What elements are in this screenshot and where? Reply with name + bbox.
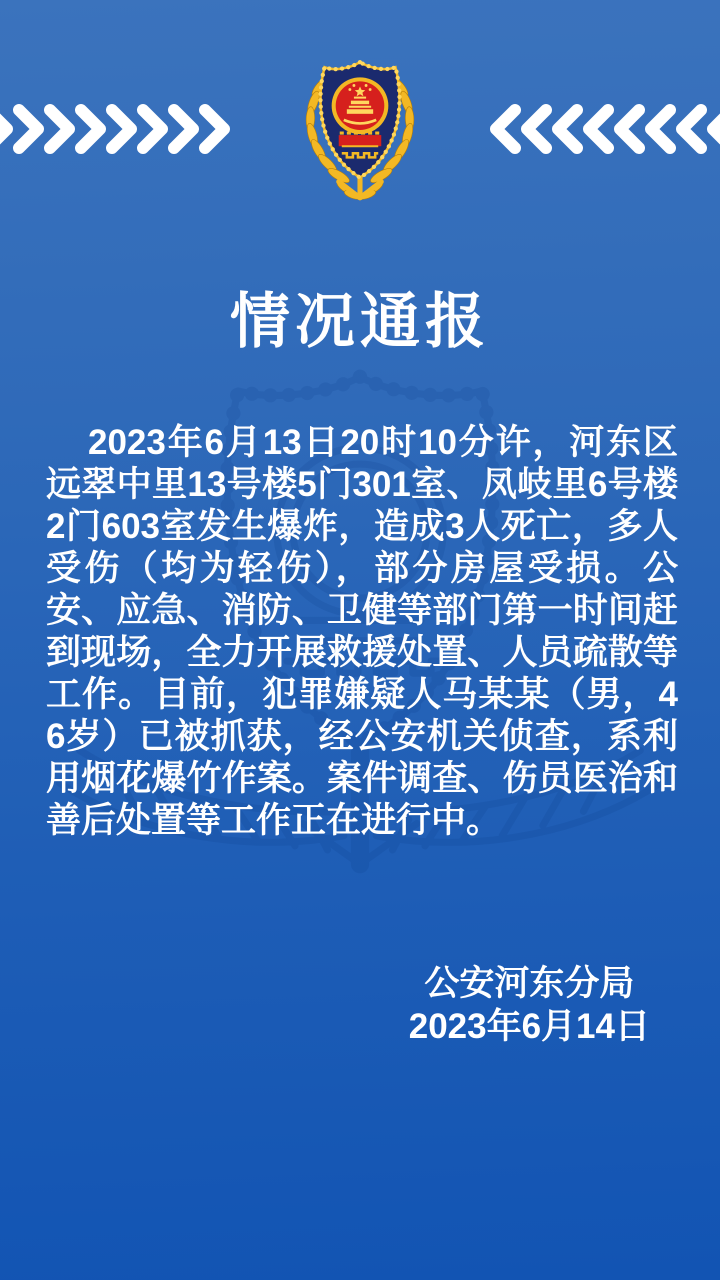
- chevrons-right-icon: [0, 102, 230, 156]
- police-badge-icon: [294, 48, 426, 210]
- issuer-name: 公安河东分局: [424, 964, 635, 1003]
- notice-title: 情况通报: [230, 289, 490, 355]
- issue-date: 2023年6月14日: [408, 1007, 650, 1046]
- notice-body-text: 2023年6月13日20时10分许，河东区远翠中里13号楼5门301室、凤岐里6号楼2门603室发生爆炸，造成3人死亡，多人受伤（均为轻伤），部分房屋受损。公安、应急、消防、卫健等部门第一时间赶到现场，全力开展救援处置、人员疏散等工作。目前，犯罪嫌疑人马某某（男，46岁）已被抓获，经公安机关侦查，系利用烟花爆竹作案。案件调查、伤员医治和善后处置等工作正在进行中。: [46, 423, 678, 840]
- chevrons-left-icon: [490, 102, 720, 156]
- signature-block: [409, 962, 650, 1048]
